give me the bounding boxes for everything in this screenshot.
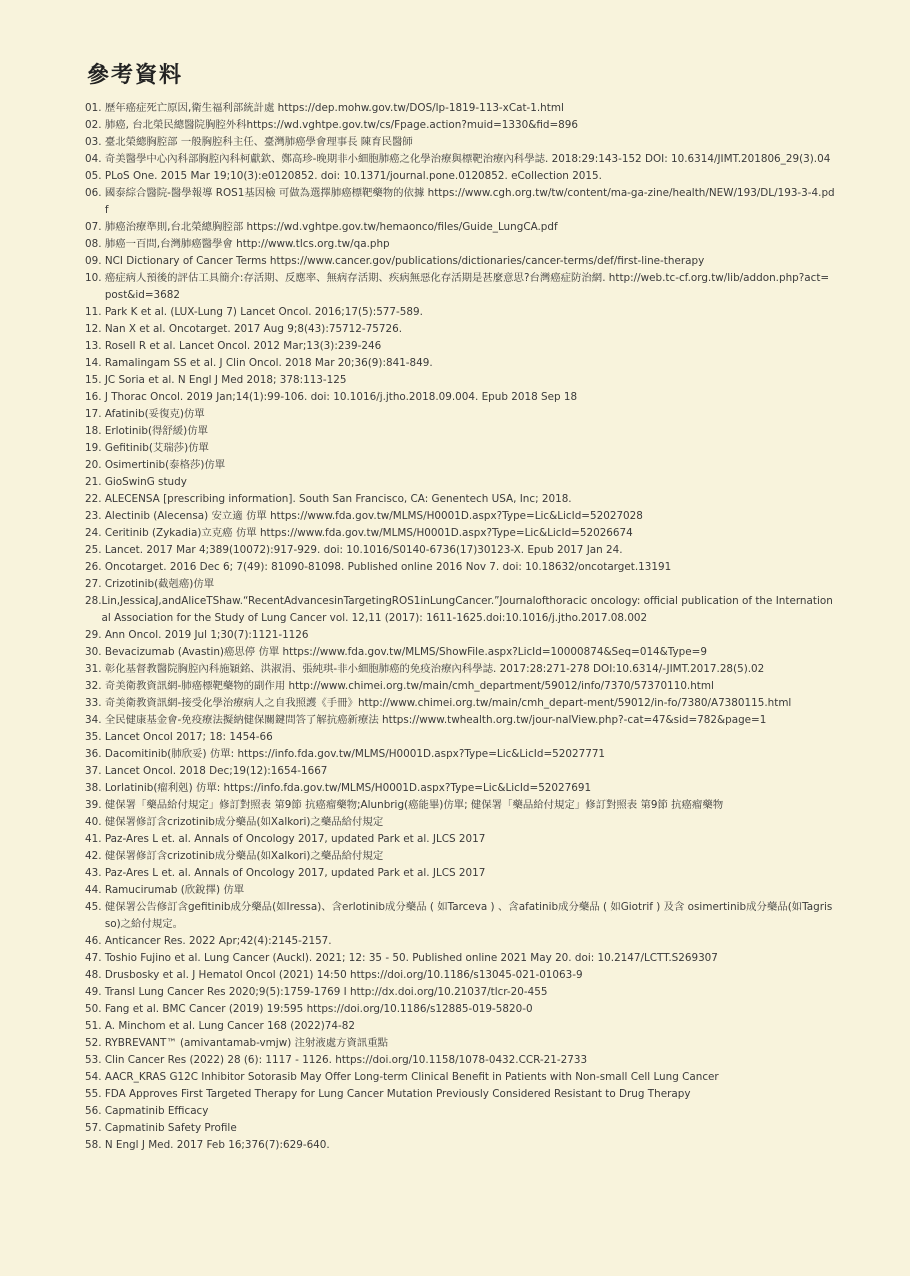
reference-number: 01. — [85, 102, 105, 114]
reference-number: 07. — [85, 221, 105, 233]
reference-number: 45. — [85, 901, 105, 913]
reference-item — [85, 117, 835, 134]
reference-text: 全民健康基金會-免疫療法擬納健保關鍵問答了解抗癌新療法 https://www.twhealth.org.tw/jour-nalView.php?-cat=47&sid=782&page=1 — [104, 714, 767, 726]
reference-number: 27. — [85, 578, 105, 590]
reference-number: 20. — [85, 459, 105, 471]
reference-text: JC Soria et al. N Engl J Med 2018; 378:113-125 — [104, 374, 347, 386]
reference-item — [85, 389, 835, 406]
reference-item — [85, 321, 835, 338]
reference-item — [85, 508, 835, 525]
reference-number: 48. — [85, 969, 105, 981]
reference-item — [85, 593, 835, 627]
reference-item — [85, 712, 835, 729]
reference-item — [85, 678, 835, 695]
reference-text: Nan X et al. Oncotarget. 2017 Aug 9;8(43):75712-75726. — [104, 323, 402, 335]
reference-item — [85, 559, 835, 576]
reference-text: Ramalingam SS et al. J Clin Oncol. 2018 Mar 20;36(9):841-849. — [104, 357, 433, 369]
reference-item — [85, 746, 835, 763]
reference-number: 58. — [85, 1139, 105, 1151]
reference-number: 56. — [85, 1105, 105, 1117]
reference-item — [85, 814, 835, 831]
reference-number: 36. — [85, 748, 105, 760]
reference-item — [85, 151, 835, 168]
reference-text: AACR_KRAS G12C Inhibitor Sotorasib May Offer Long-term Clinical Benefit in Patients with Non-small Cell Lung Cancer — [104, 1071, 719, 1083]
reference-number: 55. — [85, 1088, 105, 1100]
reference-number: 23. — [85, 510, 105, 522]
reference-text: 健保署修訂含crizotinib成分藥品(如Xalkori)之藥品給付規定 — [104, 816, 384, 828]
reference-number: 29. — [85, 629, 105, 641]
reference-text: 健保署「藥品給付規定」修訂對照表 第9節 抗癌瘤藥物;Alunbrig(癌能畢)仿單; 健保署「藥品給付規定」修訂對照表 第9節 抗癌瘤藥物 — [104, 799, 724, 811]
reference-number: 24. — [85, 527, 105, 539]
reference-item — [85, 1035, 835, 1052]
reference-text: PLoS One. 2015 Mar 19;10(3):e0120852. doi: 10.1371/journal.pone.0120852. eCollection 2015. — [104, 170, 602, 182]
reference-number: 44. — [85, 884, 105, 896]
reference-number: 40. — [85, 816, 105, 828]
reference-number: 35. — [85, 731, 105, 743]
reference-item — [85, 933, 835, 950]
reference-number: 04. — [85, 153, 105, 165]
reference-number: 49. — [85, 986, 105, 998]
reference-number: 14. — [85, 357, 105, 369]
reference-number: 26. — [85, 561, 105, 573]
reference-number: 46. — [85, 935, 105, 947]
reference-item — [85, 831, 835, 848]
reference-item — [85, 1137, 835, 1154]
reference-item — [85, 865, 835, 882]
reference-number: 06. — [85, 187, 105, 199]
reference-number: 21. — [85, 476, 105, 488]
reference-item — [85, 1001, 835, 1018]
reference-item — [85, 1086, 835, 1103]
reference-text: N Engl J Med. 2017 Feb 16;376(7):629-640. — [104, 1139, 330, 1151]
reference-text: Transl Lung Cancer Res 2020;9(5):1759-1769 I http://dx.doi.org/10.21037/tlcr-20-455 — [104, 986, 548, 998]
reference-item — [85, 355, 835, 372]
reference-text: Lancet Oncol 2017; 18: 1454-66 — [104, 731, 273, 743]
reference-text: Lorlatinib(瘤利剋) 仿單: https://info.fda.gov.tw/MLMS/H0001D.aspx?Type=Lic&LicId=52027691 — [104, 782, 592, 794]
reference-number: 52. — [85, 1037, 105, 1049]
reference-item — [85, 423, 835, 440]
reference-text: Park K et al. (LUX-Lung 7) Lancet Oncol. 2016;17(5):577-589. — [104, 306, 423, 318]
reference-item — [85, 525, 835, 542]
reference-number: 15. — [85, 374, 105, 386]
reference-number: 03. — [85, 136, 105, 148]
reference-text: Toshio Fujino et al. Lung Cancer (Auckl). 2021; 12: 35 - 50. Published online 2021 May 20. doi: 10.2147/LCTT.S269307 — [104, 952, 718, 964]
reference-number: 38. — [85, 782, 105, 794]
reference-number: 17. — [85, 408, 105, 420]
reference-text: Lin,JessicaJ,andAliceTShaw.“RecentAdvancesinTargetingROS1inLungCancer.”Journalofthoracic oncology: official publication of the International Association for the Study of Lung Cancer vol. 12,11 (2017): 1611-1625.doi:10.1016/j.jtho.2017.08.002 — [101, 595, 833, 624]
page-title: 參考資料 — [87, 63, 184, 88]
reference-number: 54. — [85, 1071, 105, 1083]
reference-text: Ramucirumab (欣銳擇) 仿單 — [104, 884, 245, 896]
reference-number: 53. — [85, 1054, 105, 1066]
reference-text: Lancet Oncol. 2018 Dec;19(12):1654-1667 — [104, 765, 328, 777]
reference-text: J Thorac Oncol. 2019 Jan;14(1):99-106. doi: 10.1016/j.jtho.2018.09.004. Epub 2018 Sep 18 — [104, 391, 578, 403]
reference-text: Erlotinib(得舒緩)仿單 — [104, 425, 208, 437]
reference-text: Drusbosky et al. J Hematol Oncol (2021) 14:50 https://doi.org/10.1186/s13045-021-01063-9 — [104, 969, 583, 981]
reference-item — [85, 882, 835, 899]
reference-number: 02. — [85, 119, 105, 131]
reference-item — [85, 474, 835, 491]
reference-text: Clin Cancer Res (2022) 28 (6): 1117 - 1126. https://doi.org/10.1158/1078-0432.CCR-21-2733 — [104, 1054, 588, 1066]
reference-item — [85, 253, 835, 270]
reference-item — [85, 236, 835, 253]
reference-item — [85, 168, 835, 185]
reference-number: 28. — [85, 595, 102, 607]
reference-item — [85, 695, 835, 712]
reference-number: 47. — [85, 952, 105, 964]
reference-item — [85, 1069, 835, 1086]
reference-text: 國泰綜合醫院-醫學報導 ROS1基因檢 可做為選擇肺癌標靶藥物的依據 https://www.cgh.org.tw/tw/content/ma-ga-zine/health/NEW/193/DL/193-3-4.pdf — [104, 187, 835, 216]
reference-item — [85, 1018, 835, 1035]
reference-item — [85, 100, 835, 117]
reference-item — [85, 644, 835, 661]
reference-text: 健保署修訂含crizotinib成分藥品(如Xalkori)之藥品給付規定 — [104, 850, 384, 862]
reference-text: Lancet. 2017 Mar 4;389(10072):917-929. doi: 10.1016/S0140-6736(17)30123-X. Epub 2017 Jan 24. — [104, 544, 623, 556]
reference-item — [85, 661, 835, 678]
reference-text: Anticancer Res. 2022 Apr;42(4):2145-2157. — [104, 935, 332, 947]
reference-item — [85, 134, 835, 151]
reference-text: 肺癌, 台北榮民總醫院胸腔外科https://wd.vghtpe.gov.tw/cs/Fpage.action?muid=1330&fid=896 — [104, 119, 578, 131]
reference-item — [85, 440, 835, 457]
reference-item — [85, 797, 835, 814]
reference-text: 歷年癌症死亡原因,衛生福利部統計處 https://dep.mohw.gov.tw/DOS/lp-1819-113-xCat-1.html — [104, 102, 564, 114]
reference-text: Rosell R et al. Lancet Oncol. 2012 Mar;13(3):239-246 — [104, 340, 382, 352]
reference-text: GioSwinG study — [104, 476, 187, 488]
reference-item — [85, 491, 835, 508]
reference-text: A. Minchom et al. Lung Cancer 168 (2022)74-82 — [104, 1020, 355, 1032]
reference-number: 33. — [85, 697, 105, 709]
reference-number: 43. — [85, 867, 105, 879]
reference-number: 34. — [85, 714, 105, 726]
reference-item — [85, 1103, 835, 1120]
reference-number: 25. — [85, 544, 105, 556]
reference-item — [85, 848, 835, 865]
reference-text: Paz-Ares L et. al. Annals of Oncology 2017, updated Park et al. JLCS 2017 — [104, 867, 486, 879]
reference-item — [85, 780, 835, 797]
reference-text: 臺北榮總胸腔部 一般胸腔科主任、臺灣肺癌學會理事長 陳育民醫師 — [104, 136, 413, 148]
reference-item — [85, 457, 835, 474]
reference-text: 癌症病人預後的評估工具簡介:存活期、反應率、無病存活期、疾病無惡化存活期是甚麼意思?台灣癌症防治網. http://web.tc-cf.org.tw/lib/addon.php?act=post&id=3682 — [104, 272, 830, 301]
reference-text: 彰化基督教醫院胸腔內科施穎銘、洪淑涓、張純琪-非小細胞肺癌的免疫治療內科學誌. 2017:28:271-278 DOI:10.6314/-JIMT.2017.28(5).02 — [104, 663, 765, 675]
reference-text: Dacomitinib(肺欣妥) 仿單: https://info.fda.gov.tw/MLMS/H0001D.aspx?Type=Lic&LicId=52027771 — [104, 748, 606, 760]
reference-text: Capmatinib Safety Profile — [104, 1122, 237, 1134]
reference-item — [85, 185, 835, 219]
reference-number: 37. — [85, 765, 105, 777]
reference-number: 13. — [85, 340, 105, 352]
reference-text: Ceritinib (Zykadia)立克癌 仿單 https://www.fda.gov.tw/MLMS/H0001D.aspx?Type=Lic&LicId=52026674 — [104, 527, 633, 539]
reference-text: Crizotinib(截剋癌)仿單 — [104, 578, 215, 590]
reference-item — [85, 1052, 835, 1069]
reference-text: Bevacizumab (Avastin)癌思停 仿單 https://www.fda.gov.tw/MLMS/ShowFile.aspx?LicId=10000874&Seq=014&Type=9 — [104, 646, 707, 658]
reference-number: 09. — [85, 255, 105, 267]
reference-number: 19. — [85, 442, 105, 454]
reference-item — [85, 1120, 835, 1137]
reference-item — [85, 967, 835, 984]
reference-text: Osimertinib(泰格莎)仿單 — [104, 459, 226, 471]
reference-number: 11. — [85, 306, 105, 318]
reference-text: Gefitinib(艾瑞莎)仿單 — [104, 442, 209, 454]
reference-item — [85, 270, 835, 304]
reference-item — [85, 899, 835, 933]
reference-text: ALECENSA [prescribing information]. South San Francisco, CA: Genentech USA, Inc; 2018. — [104, 493, 572, 505]
reference-text: Capmatinib Efficacy — [104, 1105, 209, 1117]
reference-text: 奇美衛教資訊網-接受化學治療病人之自我照護《手冊》http://www.chimei.org.tw/main/cmh_depart-ment/59012/in-fo/7380/A7380115.html — [104, 697, 792, 709]
reference-item — [85, 372, 835, 389]
reference-item — [85, 338, 835, 355]
reference-number: 51. — [85, 1020, 105, 1032]
reference-item — [85, 576, 835, 593]
reference-number: 41. — [85, 833, 105, 845]
reference-item — [85, 729, 835, 746]
reference-text: 肺癌治療準則,台北榮總胸腔部 https://wd.vghtpe.gov.tw/hemaonco/files/Guide_LungCA.pdf — [104, 221, 558, 233]
reference-item — [85, 984, 835, 1001]
reference-item — [85, 219, 835, 236]
reference-number: 57. — [85, 1122, 105, 1134]
reference-item — [85, 950, 835, 967]
reference-number: 10. — [85, 272, 105, 284]
reference-number: 39. — [85, 799, 105, 811]
reference-number: 05. — [85, 170, 105, 182]
reference-text: 奇美醫學中心內科部胸腔內科柯獻欽、鄭高珍-晚期非小細胞肺癌之化學治療與標靶治療內科學誌. 2018:29:143-152 DOI: 10.6314/JIMT.201806_29(3).04 — [104, 153, 831, 165]
reference-text: NCI Dictionary of Cancer Terms https://www.cancer.gov/publications/dictionaries/cancer-terms/def/first-line-therapy — [104, 255, 705, 267]
reference-number: 16. — [85, 391, 105, 403]
reference-number: 32. — [85, 680, 105, 692]
reference-item — [85, 542, 835, 559]
reference-number: 42. — [85, 850, 105, 862]
reference-text: 健保署公告修訂含gefitinib成分藥品(如Iressa)、含erlotinib成分藥品 ( 如Tarceva ) 、含afatinib成分藥品 ( 如Giotrif ) 及含 osimertinib成分藥品(如Tagrisso)之給付規定。 — [104, 901, 833, 930]
reference-text: 肺癌一百問,台灣肺癌醫學會 http://www.tlcs.org.tw/qa.php — [104, 238, 390, 250]
reference-number: 08. — [85, 238, 105, 250]
reference-text: 奇美衛教資訊網-肺癌標靶藥物的副作用 http://www.chimei.org.tw/main/cmh_department/59012/info/7370/57370110.html — [104, 680, 714, 692]
reference-text: Paz-Ares L et. al. Annals of Oncology 2017, updated Park et al. JLCS 2017 — [104, 833, 486, 845]
reference-item — [85, 406, 835, 423]
reference-text: RYBREVANT™ (amivantamab-vmjw) 注射液處方資訊重點 — [104, 1037, 389, 1049]
reference-text: FDA Approves First Targeted Therapy for Lung Cancer Mutation Previously Considered Resistant to Drug Therapy — [104, 1088, 691, 1100]
reference-number: 50. — [85, 1003, 105, 1015]
reference-item — [85, 304, 835, 321]
reference-text: Ann Oncol. 2019 Jul 1;30(7):1121-1126 — [104, 629, 309, 641]
reference-number: 30. — [85, 646, 105, 658]
reference-item — [85, 763, 835, 780]
reference-number: 31. — [85, 663, 105, 675]
reference-text: Oncotarget. 2016 Dec 6; 7(49): 81090-81098. Published online 2016 Nov 7. doi: 10.18632/oncotarget.13191 — [104, 561, 672, 573]
reference-number: 12. — [85, 323, 105, 335]
reference-item — [85, 627, 835, 644]
reference-list — [85, 100, 835, 1154]
reference-text: Afatinib(妥復克)仿單 — [104, 408, 205, 420]
reference-text: Fang et al. BMC Cancer (2019) 19:595 https://doi.org/10.1186/s12885-019-5820-0 — [104, 1003, 533, 1015]
reference-number: 22. — [85, 493, 105, 505]
reference-text: Alectinib (Alecensa) 安立適 仿單 https://www.fda.gov.tw/MLMS/H0001D.aspx?Type=Lic&LicId=52027028 — [104, 510, 643, 522]
reference-number: 18. — [85, 425, 105, 437]
